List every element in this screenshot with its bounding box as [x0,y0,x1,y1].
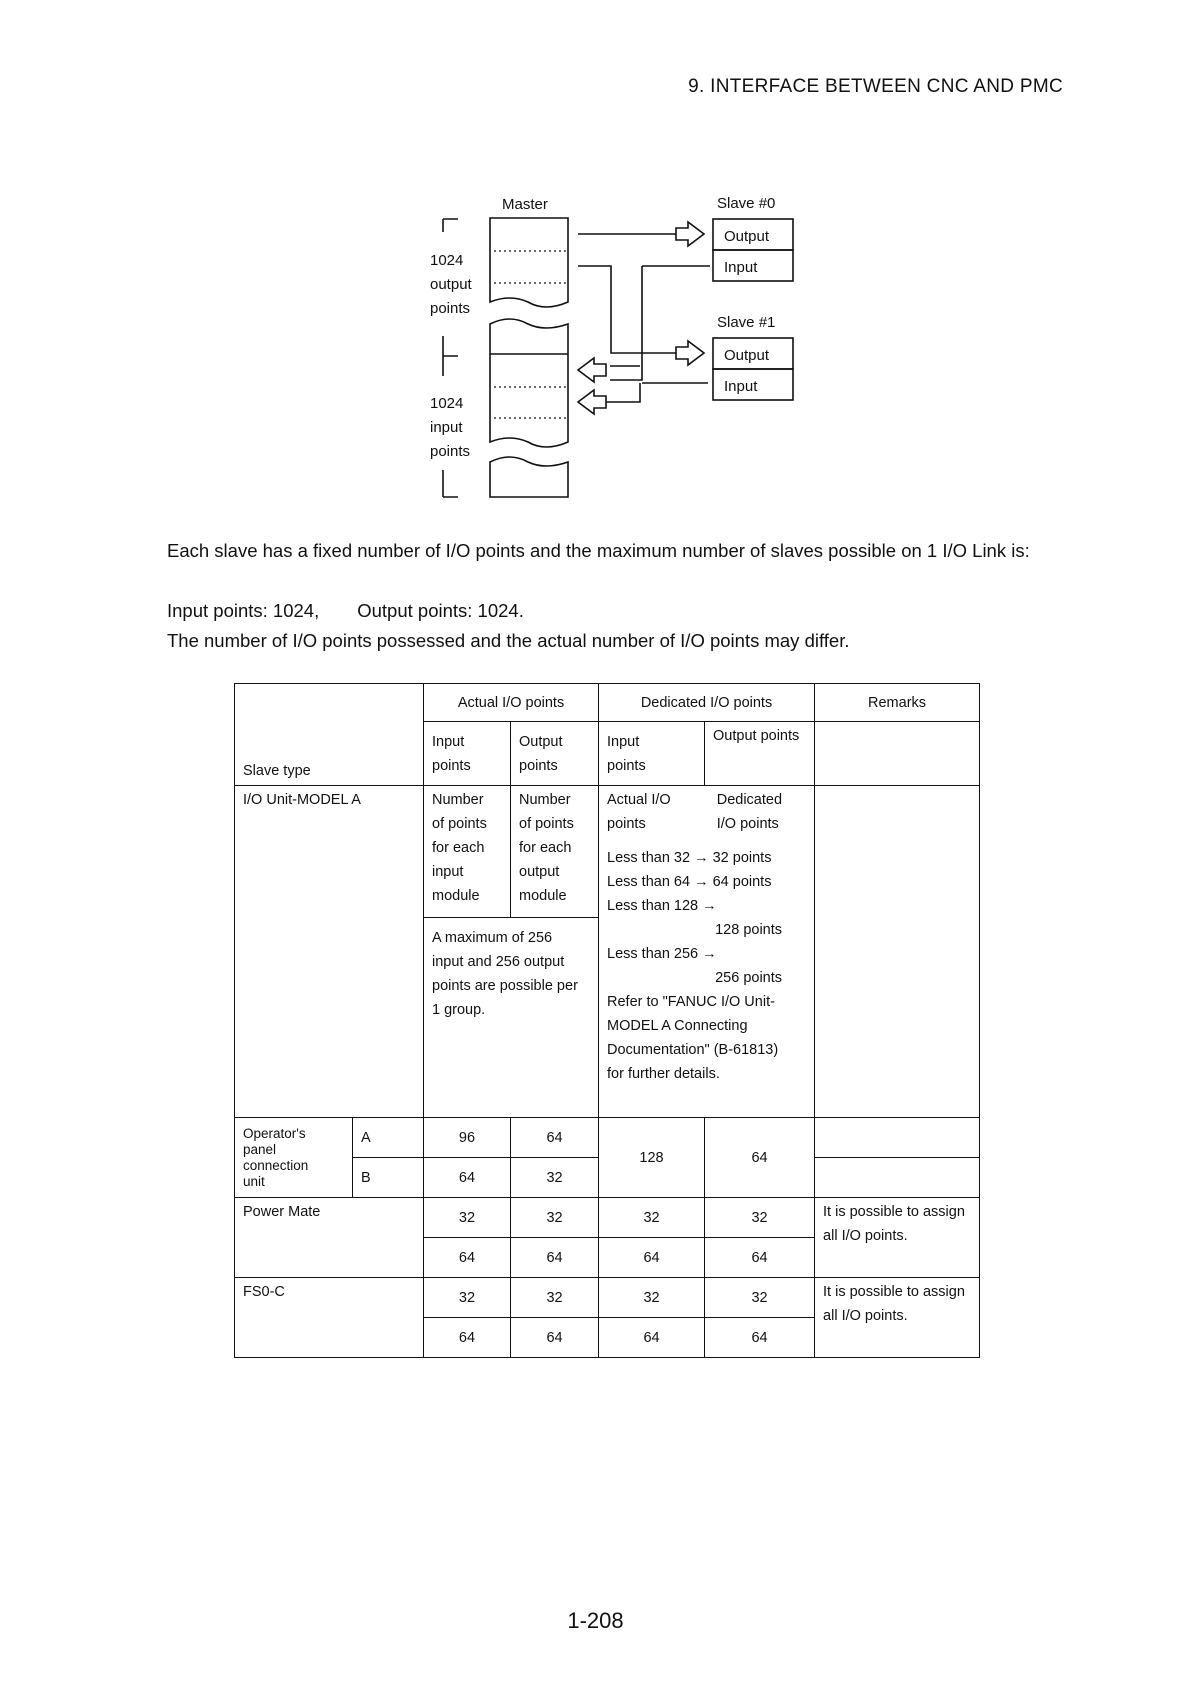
note-line: points are possible per [432,978,578,994]
ded-head-line: points [607,816,646,832]
desc-line: input [432,864,464,880]
actual-input-header-line: Input [432,733,465,750]
actual-output-value: 32 [511,1278,599,1318]
master-input-block [490,319,568,447]
actual-output-header-line: Output [519,733,563,750]
actual-input-value: 32 [424,1198,511,1238]
range-divider-bracket [443,336,458,376]
fs0c-remark: It is possible to assign all I/O points. [815,1278,980,1358]
output-points-label: points [430,300,471,317]
power-mate-name: Power Mate [235,1198,424,1278]
desc-line: of points [432,816,487,832]
dedicated-output-value: 64 [705,1318,815,1358]
fs0c-name: FS0-C [235,1278,424,1358]
arrow-left-icon [578,390,606,414]
input-points-label: 1024 [430,395,464,412]
input-points-label: points [430,443,471,460]
actual-output-header [511,722,599,786]
model-a-name: I/O Unit-MODEL A [235,786,424,1118]
dedicated-output-value: 64 [705,1238,815,1278]
note-line: input and 256 output [432,954,565,970]
paragraph-points-differ: The number of I/O points possessed and the actual number of I/O points may differ. [167,630,850,651]
model-a-remarks [815,786,980,1118]
master-output-block [490,218,568,307]
dedicated-input-value: 64 [599,1238,705,1278]
arrow-left-icon [578,358,606,382]
master-label: Master [502,196,548,213]
output-link-line [578,266,676,353]
dedicated-points-header: Dedicated I/O points [599,684,815,722]
page-header: 9. INTERFACE BETWEEN CNC AND PMC [688,76,1063,97]
actual-points-header: Actual I/O points [424,684,599,722]
name-line: connection [243,1157,309,1173]
ded-line: Refer to "FANUC I/O Unit- [607,994,775,1010]
desc-line: module [432,888,480,904]
operator-panel-sub-b: B [353,1158,424,1198]
output-points-label: 1024 [430,252,464,269]
dedicated-output-value: 64 [705,1118,815,1198]
ded-line: Less than 32 → 32 points [607,850,772,866]
ded-line: for further details. [607,1066,720,1082]
input-range-bracket [443,470,458,497]
actual-output-value: 64 [511,1118,599,1158]
actual-input-value: 64 [424,1318,511,1358]
remarks-empty-cell [815,1158,980,1198]
operator-panel-name [235,1118,353,1198]
actual-input-value: 96 [424,1118,511,1158]
slave-points-table [234,683,980,1358]
remarks-header: Remarks [815,684,980,722]
dedicated-input-value: 128 [599,1118,705,1198]
actual-input-value: 64 [424,1158,511,1198]
actual-input-header [424,722,511,786]
slave1-label: Slave #1 [717,314,776,331]
desc-line: Number [519,792,571,808]
input-points-text: Input points: 1024, [167,600,320,621]
slave0-output-label: Output [724,228,770,245]
io-link-diagram [0,0,1191,520]
note-line: A maximum of 256 [432,930,553,946]
dedicated-output-header: Output points [705,722,815,786]
ded-head-line: I/O points [716,816,779,832]
remarks-empty-cell [815,1118,980,1158]
actual-output-value: 64 [511,1318,599,1358]
note-line: 1 group. [432,1002,486,1018]
desc-line: output [519,864,560,880]
output-points-label: output [430,276,472,293]
actual-output-header-line: points [519,757,558,774]
slave-type-header: Slave type [235,684,424,786]
ded-line: Less than 256 → [607,946,717,962]
desc-line: of points [519,816,574,832]
slave1-output-label: Output [724,347,770,364]
dedicated-input-value: 32 [599,1198,705,1238]
ded-head-line: Actual I/O [607,792,671,808]
slave1-input-label: Input [724,378,758,395]
arrow-right-icon [676,222,704,246]
dedicated-input-value: 32 [599,1278,705,1318]
actual-output-value: 64 [511,1238,599,1278]
slave0-input-label: Input [724,259,758,276]
desc-line: Number [432,792,484,808]
dedicated-output-value: 32 [705,1198,815,1238]
ded-line: Less than 128 → [607,898,717,914]
model-a-output-desc [511,786,599,918]
ded-line: Less than 64 → 64 points [607,874,772,890]
name-line: panel [243,1141,277,1157]
input-points-label: input [430,419,463,436]
paragraph-slave-points: Each slave has a fixed number of I/O points and the maximum number of slaves possible on 1 I/O Link is: [167,540,1030,561]
input-link-line [610,266,710,380]
arrow-right-icon [676,341,704,365]
actual-input-value: 64 [424,1238,511,1278]
ded-line: 256 points [715,970,783,986]
master-tail-block [490,457,568,497]
output-range-bracket [443,219,458,232]
model-a-dedicated-desc [599,786,815,1118]
desc-line: for each [432,840,485,856]
desc-line: module [519,888,567,904]
dedicated-input-header-line: Input [607,733,640,750]
dedicated-input-header-line: points [607,757,646,774]
operator-panel-sub-a: A [353,1118,424,1158]
dedicated-input-header [599,722,705,786]
power-mate-remark: It is possible to assign all I/O points. [815,1198,980,1278]
ded-head-line: Dedicated [716,792,783,808]
model-a-max-note [424,918,599,1118]
model-a-input-desc [424,786,511,918]
name-line: Operator's [243,1125,306,1141]
dedicated-output-value: 32 [705,1278,815,1318]
actual-output-value: 32 [511,1158,599,1198]
remarks-empty-cell [815,722,980,786]
name-line: unit [243,1173,265,1189]
output-points-text: Output points: 1024. [357,600,524,621]
slave0-label: Slave #0 [717,195,776,212]
paragraph-max-points [167,596,1065,626]
page-number: 1-208 [567,1608,624,1633]
ded-line: MODEL A Connecting [607,1018,748,1034]
desc-line: for each [519,840,572,856]
actual-output-value: 32 [511,1198,599,1238]
ded-line: 128 points [715,922,783,938]
actual-input-header-line: points [432,757,471,774]
dedicated-input-value: 64 [599,1318,705,1358]
ded-line: Documentation" (B-61813) [607,1042,779,1058]
actual-input-value: 32 [424,1278,511,1318]
